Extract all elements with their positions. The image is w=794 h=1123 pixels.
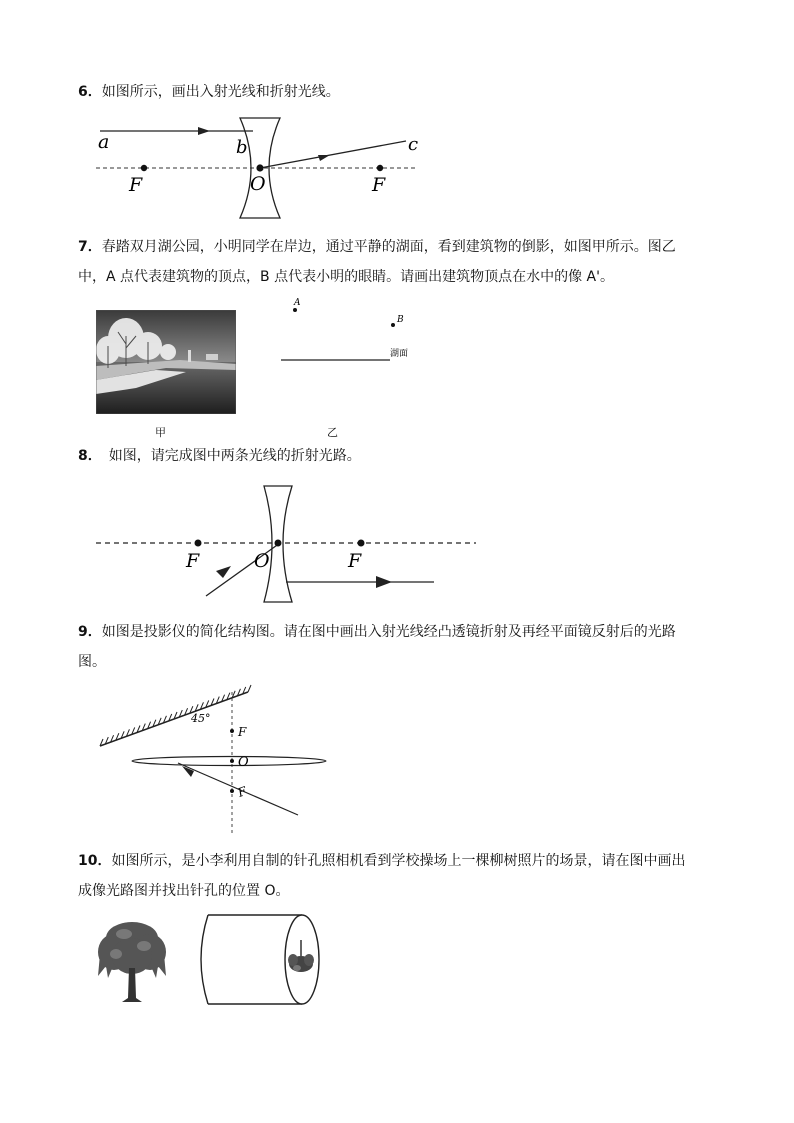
question-text-line2: 成像光路图并找出针孔的位置 O。 bbox=[78, 883, 290, 899]
figure-6-concave-lens bbox=[90, 112, 430, 224]
focus-point-right bbox=[358, 540, 365, 547]
label-c: c bbox=[408, 134, 419, 155]
label-a: a bbox=[98, 131, 110, 153]
label-O: O bbox=[254, 550, 270, 572]
focus-point-right bbox=[377, 165, 383, 171]
optical-center-point bbox=[230, 759, 234, 763]
arrow-head-icon bbox=[318, 155, 330, 161]
label-F-right: F bbox=[348, 550, 362, 572]
question-number: 8． bbox=[78, 448, 95, 464]
label-lake-surface: 湖面 bbox=[390, 349, 409, 359]
figure-10-willow-tree-icon bbox=[94, 918, 170, 1004]
label-F-top: F bbox=[238, 725, 247, 739]
label-45-degrees: 45° bbox=[191, 712, 211, 725]
optical-center-point bbox=[256, 164, 263, 171]
label-O: O bbox=[250, 173, 266, 195]
question-8 bbox=[78, 441, 361, 471]
label-F-left: F bbox=[129, 174, 143, 196]
optical-center-point bbox=[275, 540, 282, 547]
caption-yi: 乙 bbox=[327, 426, 338, 439]
caption-jia: 甲 bbox=[155, 426, 166, 439]
question-7 bbox=[78, 232, 676, 292]
label-B: B bbox=[397, 315, 404, 325]
question-text-line1: 如图是投影仪的简化结构图。请在图中画出入射光线经凸透镜折射及再经平面镜反射后的光路 bbox=[101, 624, 676, 640]
label-b: b bbox=[236, 137, 248, 158]
label-O: O bbox=[238, 755, 249, 770]
figure-10-pinhole-camera bbox=[196, 912, 328, 1008]
question-9 bbox=[78, 617, 676, 677]
focus-point-top bbox=[230, 729, 234, 733]
figure-8-concave-lens bbox=[90, 482, 480, 608]
question-text-line2: 图。 bbox=[78, 654, 106, 670]
question-text: 如图，请完成图中两条光线的折射光路。 bbox=[94, 448, 361, 464]
focus-point-left bbox=[195, 540, 202, 547]
question-number: 9． bbox=[78, 624, 102, 640]
arrow-head-icon bbox=[376, 576, 392, 588]
point-A bbox=[293, 308, 297, 312]
camera-back-arc bbox=[201, 915, 208, 1004]
arrow-head-icon bbox=[216, 566, 231, 578]
refracted-ray-c bbox=[260, 141, 406, 168]
arrow-head-icon bbox=[198, 127, 210, 135]
question-number: 6． bbox=[78, 84, 102, 100]
question-text-line1: 如图所示，是小李利用自制的针孔照相机看到学校操场上一棵柳树照片的场景，请在图中画出 bbox=[111, 853, 686, 869]
label-F-bottom: F bbox=[235, 783, 249, 800]
question-10 bbox=[78, 846, 685, 906]
label-F-left: F bbox=[186, 550, 200, 572]
focus-point-left bbox=[141, 165, 147, 171]
question-6 bbox=[78, 77, 340, 107]
question-number: 7． bbox=[78, 239, 102, 255]
label-F-right: F bbox=[372, 174, 386, 196]
convex-lens bbox=[132, 757, 326, 766]
point-B bbox=[391, 323, 395, 327]
question-text-line1: 春踏双月湖公园，小明同学在岸边，通过平静的湖面，看到建筑物的倒影，如图甲所示。图乙 bbox=[101, 239, 676, 255]
figure-9-projector bbox=[90, 684, 330, 840]
focus-point-bottom bbox=[230, 789, 234, 793]
label-A: A bbox=[294, 298, 301, 308]
figure-7-jia-lake-photo bbox=[96, 310, 236, 414]
question-text-line2: 中，A 点代表建筑物的顶点，B 点代表小明的眼睛。请画出建筑物顶点在水中的像 A'。 bbox=[78, 269, 614, 285]
mirror-hatching bbox=[100, 685, 251, 746]
figure-7-yi-diagram bbox=[276, 296, 426, 366]
question-text: 如图所示，画出入射光线和折射光线。 bbox=[101, 84, 340, 100]
question-number: 10． bbox=[78, 853, 112, 869]
